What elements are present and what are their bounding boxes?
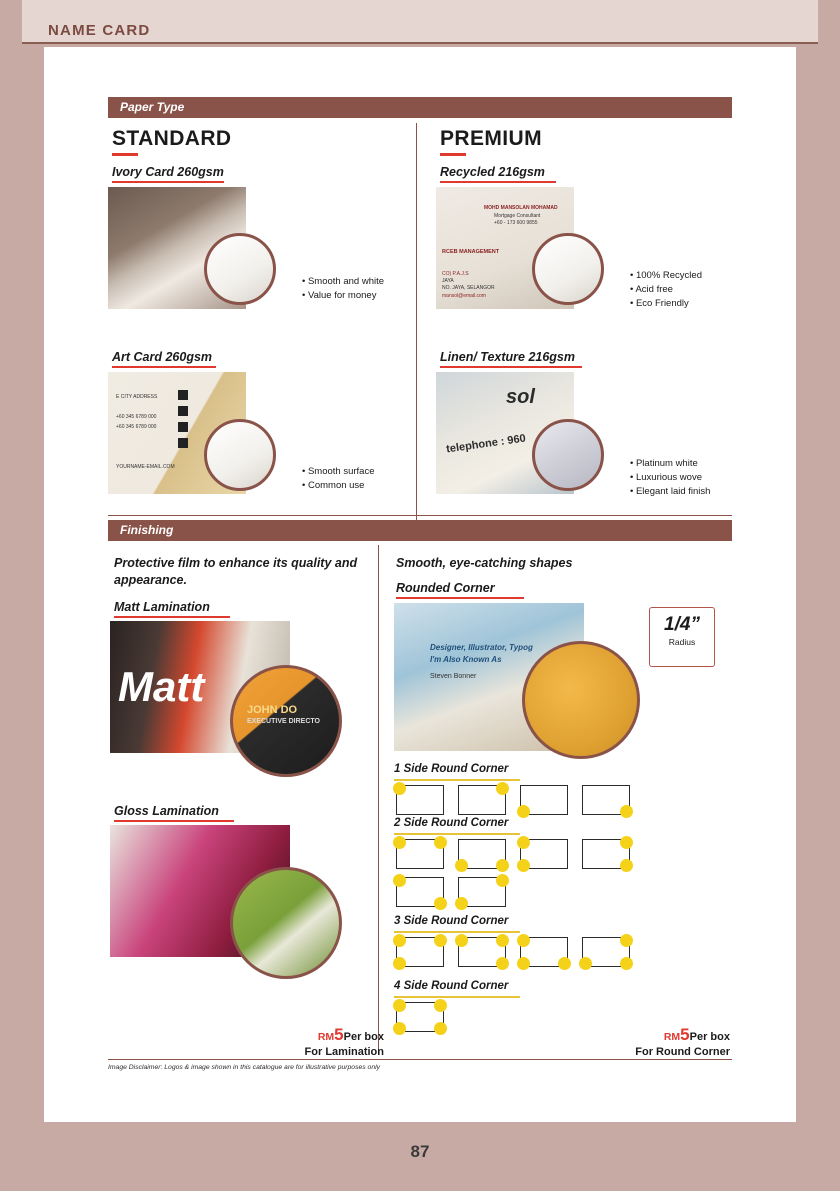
- rounded-corner-zoom-icon: [522, 641, 640, 759]
- corner-marker-dot: [455, 934, 468, 947]
- recycled-photo-dept: RCEB MANAGEMENT: [442, 249, 500, 255]
- recycled-photo-phone: +60 - 173 600 9855: [494, 220, 538, 226]
- corner-marker-dot: [434, 1022, 447, 1035]
- recycled-card-zoom-icon: [532, 233, 604, 305]
- standard-title-rule: [112, 153, 138, 156]
- corner-marker-dot: [579, 957, 592, 970]
- linen-card-zoom-icon: [532, 419, 604, 491]
- round-corner-price: [544, 1027, 730, 1060]
- round-corner-price-line2: For Round Corner: [635, 1046, 730, 1058]
- bullet: • Platinum white: [630, 457, 710, 471]
- corner-marker-dot: [434, 836, 447, 849]
- book-photo-line2: I'm Also Known As: [430, 655, 502, 664]
- corner-marker-dot: [496, 874, 509, 887]
- lamination-price-per: Per box: [343, 1031, 384, 1043]
- group-label-2side: 2 Side Round Corner: [394, 817, 509, 829]
- recycled-photo-name: MOHD MANSOLAN MOHAMAD: [484, 205, 558, 211]
- section-header-paper-type: Paper Type: [108, 97, 732, 118]
- matt-lamination-zoom-icon: [230, 665, 342, 777]
- bullet: • Common use: [302, 479, 375, 493]
- matt-photo-word: Matt: [118, 663, 205, 710]
- corner-marker-dot: [455, 897, 468, 910]
- corner-marker-dot: [434, 999, 447, 1012]
- group-label-1side: 1 Side Round Corner: [394, 763, 509, 775]
- linen-photo-word1: sol: [506, 386, 535, 408]
- group-label-3side: 3 Side Round Corner: [394, 915, 509, 927]
- bullet: • Luxurious wove: [630, 471, 710, 485]
- gloss-lamination-zoom-icon: [230, 867, 342, 979]
- image-disclaimer: Image Disclaimer: Logos & image shown in this catalogue are for illustrative purposes only: [108, 1064, 381, 1071]
- art-card-photo-text-4: YOURNAME-EMAIL.COM: [116, 464, 175, 470]
- art-card-zoom-icon: [204, 419, 276, 491]
- rounded-corner-rule: [396, 597, 524, 599]
- corner-marker-dot: [558, 957, 571, 970]
- corner-marker-dot: [434, 934, 447, 947]
- corner-marker-dot: [496, 934, 509, 947]
- finishing-divider: [378, 545, 379, 1055]
- recycled-photo-addr2: JAYA: [442, 278, 454, 284]
- ivory-card-zoom-icon: [204, 233, 276, 305]
- group-rule-2side: [394, 833, 520, 835]
- art-card-photo-text-3: +60 345 6789 000: [116, 424, 157, 430]
- radius-label: Radius: [668, 637, 696, 647]
- group-rule-4side: [394, 996, 520, 998]
- art-card-bullets: [302, 465, 375, 493]
- group-label-4side: 4 Side Round Corner: [394, 980, 509, 992]
- radius-callout: [649, 607, 715, 667]
- art-card-photo-text-1: E CITY ADDRESS: [116, 394, 158, 400]
- page-title: NAME CARD: [48, 22, 151, 39]
- corner-marker-dot: [496, 859, 509, 872]
- shapes-intro: Smooth, eye-catching shapes: [396, 556, 573, 570]
- paper-section-underline: [108, 515, 732, 516]
- recycled-photo-email: mansol@email.com: [442, 293, 486, 299]
- bullet: • Value for money: [302, 289, 384, 303]
- corner-marker-dot: [393, 836, 406, 849]
- ivory-card-rule: [112, 181, 224, 183]
- group-rule-3side: [394, 931, 520, 933]
- art-card-label: Art Card 260gsm: [112, 350, 213, 364]
- matt-zoom-card-role: EXECUTIVE DIRECTO: [247, 718, 320, 725]
- linen-card-bullets: [630, 457, 710, 499]
- column-divider: [416, 123, 417, 523]
- corner-marker-dot: [517, 805, 530, 818]
- book-photo-line1: Designer, Illustrator, Typog: [430, 643, 533, 652]
- recycled-card-label: Recycled 216gsm: [440, 165, 545, 179]
- linen-card-label: Linen/ Texture 216gsm: [440, 350, 575, 364]
- bullet: • Smooth and white: [302, 275, 384, 289]
- bullet: • 100% Recycled: [630, 269, 702, 283]
- corner-marker-dot: [620, 934, 633, 947]
- matt-lamination-label: Matt Lamination: [114, 600, 210, 614]
- book-photo-line3: Steven Bonner: [430, 673, 477, 680]
- section-header-finishing: Finishing: [108, 520, 732, 541]
- premium-title: PREMIUM: [440, 127, 542, 150]
- corner-marker-dot: [393, 957, 406, 970]
- corner-marker-dot: [455, 859, 468, 872]
- corner-marker-dot: [496, 957, 509, 970]
- corner-marker-dot: [517, 934, 530, 947]
- corner-marker-dot: [620, 859, 633, 872]
- round-corner-price-rm: RM: [663, 1031, 681, 1043]
- round-corner-price-amount: 5: [680, 1025, 690, 1044]
- round-corner-price-per: Per box: [689, 1031, 730, 1043]
- corner-marker-dot: [517, 859, 530, 872]
- corner-marker-dot: [393, 874, 406, 887]
- premium-title-rule: [440, 153, 466, 156]
- corner-marker-dot: [620, 805, 633, 818]
- corner-marker-dot: [517, 957, 530, 970]
- linen-photo-word2: telephone : 960: [445, 432, 527, 456]
- art-card-rule: [112, 366, 216, 368]
- recycled-card-rule: [440, 181, 556, 183]
- linen-card-rule: [440, 366, 582, 368]
- corner-marker-dot: [620, 836, 633, 849]
- footer-rule: [108, 1059, 732, 1060]
- bullet: • Smooth surface: [302, 465, 375, 479]
- lamination-intro: Protective film to enhance its quality and appearance.: [114, 556, 358, 587]
- bullet: • Acid free: [630, 283, 702, 297]
- recycled-card-bullets: [630, 269, 702, 311]
- rounded-corner-label: Rounded Corner: [396, 581, 495, 595]
- recycled-photo-addr1: CO) P.A.J.S: [442, 271, 469, 277]
- bullet: • Eco Friendly: [630, 297, 702, 311]
- matt-zoom-card-name: JOHN DO: [247, 704, 298, 716]
- recycled-photo-role: Mortgage Consultant: [494, 213, 541, 219]
- bullet: • Elegant laid finish: [630, 485, 710, 499]
- radius-value: 1/4”: [664, 614, 700, 635]
- lamination-price-rm: RM: [317, 1031, 335, 1043]
- corner-marker-dot: [496, 782, 509, 795]
- corner-marker-dot: [393, 1022, 406, 1035]
- corner-marker-dot: [393, 934, 406, 947]
- gloss-lamination-rule: [114, 820, 234, 822]
- standard-title: STANDARD: [112, 127, 232, 150]
- matt-lamination-rule: [114, 616, 230, 618]
- group-rule-1side: [394, 779, 520, 781]
- ivory-card-bullets: [302, 275, 384, 303]
- recycled-photo-addr3: NO. JAYA, SELANGOR: [442, 285, 495, 291]
- corner-marker-dot: [393, 782, 406, 795]
- corner-marker-dot: [434, 897, 447, 910]
- art-card-photo-text-2: +60 345 6789 000: [116, 414, 157, 420]
- lamination-price-amount: 5: [334, 1025, 344, 1044]
- content-sheet: [44, 47, 796, 1122]
- corner-marker-dot: [620, 957, 633, 970]
- page-number: 87: [410, 1142, 430, 1161]
- lamination-price-line2: For Lamination: [304, 1046, 384, 1058]
- corner-marker-dot: [517, 836, 530, 849]
- gloss-lamination-label: Gloss Lamination: [114, 804, 219, 818]
- lamination-price: [194, 1027, 384, 1060]
- corner-marker-dot: [393, 999, 406, 1012]
- ivory-card-label: Ivory Card 260gsm: [112, 165, 224, 179]
